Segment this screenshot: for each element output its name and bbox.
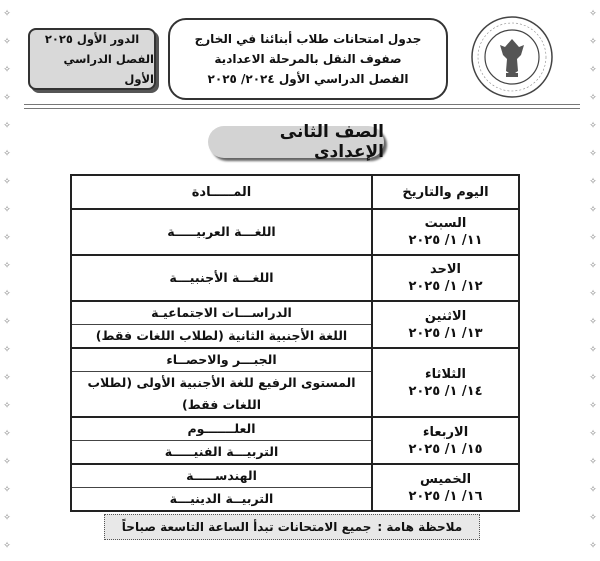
session-box: [28, 28, 156, 90]
subject-cell: [71, 255, 372, 301]
grade-banner: الصف الثانى الإعدادى: [208, 126, 384, 158]
exam-date: ١٦/ ١/ ٢٠٢٥: [408, 488, 483, 504]
ministry-emblem: [462, 14, 562, 100]
subject-cell: [71, 464, 372, 511]
subject-cell: [71, 417, 372, 464]
day-column-header: اليوم والتاريخ: [372, 175, 519, 209]
day-name: الثلاثاء: [425, 366, 466, 382]
day-cell: [372, 255, 519, 301]
session-line: الفصل الدراسي الأول: [63, 52, 154, 86]
day-name: الاربعاء: [422, 424, 469, 440]
header-divider: [24, 104, 580, 105]
title-box: [168, 18, 448, 100]
subject-name: الجبـــر والاحصــاء: [72, 349, 371, 372]
table-row: [71, 255, 519, 301]
exam-date: ١٥/ ١/ ٢٠٢٥: [408, 441, 483, 457]
subject-cell: [71, 301, 372, 348]
left-decorative-border: ✧ ✧ ✧ ✧ ✧ ✧ ✧ ✧ ✧ ✧ ✧ ✧ ✧ ✧ ✧ ✧ ✧ ✧ ✧ ✧: [3, 8, 11, 552]
subject-column-header: المـــــادة: [71, 175, 372, 209]
right-decorative-border: ✧ ✧ ✧ ✧ ✧ ✧ ✧ ✧ ✧ ✧ ✧ ✧ ✧ ✧ ✧ ✧ ✧ ✧ ✧ ✧: [589, 8, 597, 552]
title-line: جدول امتحانات طلاب أبنائنا في الخارج: [194, 32, 422, 46]
table-row: [71, 464, 519, 511]
title-line: الفصل الدراسي الأول ٢٠٢٤/ ٢٠٢٥: [207, 72, 409, 86]
subject-name: التربيــة الدينيـــة: [169, 491, 274, 506]
table-header-row: [71, 175, 519, 209]
note-text: جميع الامتحانات تبدأ الساعة التاسعة صباحاً: [121, 520, 372, 534]
subject-name: اللغة الأجنبية الثانية (لطلاب اللغات فقط): [95, 328, 348, 343]
subject-name: المستوى الرفيع للغة الأجنبية الأولى (لطلاب اللغات فقط): [87, 375, 356, 412]
day-cell: [372, 301, 519, 348]
note-label: ملاحظة هامة :: [377, 520, 463, 534]
exam-date: ١٤/ ١/ ٢٠٢٥: [408, 383, 483, 399]
exam-date: ١٢/ ١/ ٢٠٢٥: [408, 279, 483, 294]
subject-name: الدراســـات الاجتماعيـة: [72, 302, 371, 325]
header-divider: [24, 108, 580, 109]
table-row: [71, 209, 519, 255]
title-line: صفوف النقل بالمرحلة الاعدادية: [214, 52, 402, 66]
day-cell: [372, 209, 519, 255]
day-name: الخميس: [419, 471, 472, 487]
exam-date: ١٣/ ١/ ٢٠٢٥: [408, 325, 483, 341]
exam-date: ١١/ ١/ ٢٠٢٥: [408, 233, 483, 248]
session-line: الدور الأول ٢٠٢٥: [44, 32, 140, 46]
day-name: السبت: [424, 216, 467, 231]
subject-name: الهندســـــة: [72, 465, 371, 488]
table-row: [71, 348, 519, 417]
subject-name: التربيـــة الفنيـــــة: [164, 444, 279, 459]
subject-name: اللغـــة الأجنبيـــة: [169, 270, 274, 285]
day-cell: [372, 417, 519, 464]
schedule-table: [70, 174, 520, 512]
day-cell: [372, 348, 519, 417]
subject-cell: [71, 348, 372, 417]
day-cell: [372, 464, 519, 511]
day-name: الاثنين: [424, 308, 467, 324]
subject-name: العلـــــــوم: [72, 418, 371, 441]
subject-name: اللغـــة العربيـــــة: [167, 224, 276, 239]
subject-cell: [71, 209, 372, 255]
important-note: [104, 514, 480, 540]
ministry-emblem-icon: [470, 15, 554, 99]
table-row: [71, 301, 519, 348]
table-row: [71, 417, 519, 464]
day-name: الاحد: [429, 262, 461, 277]
